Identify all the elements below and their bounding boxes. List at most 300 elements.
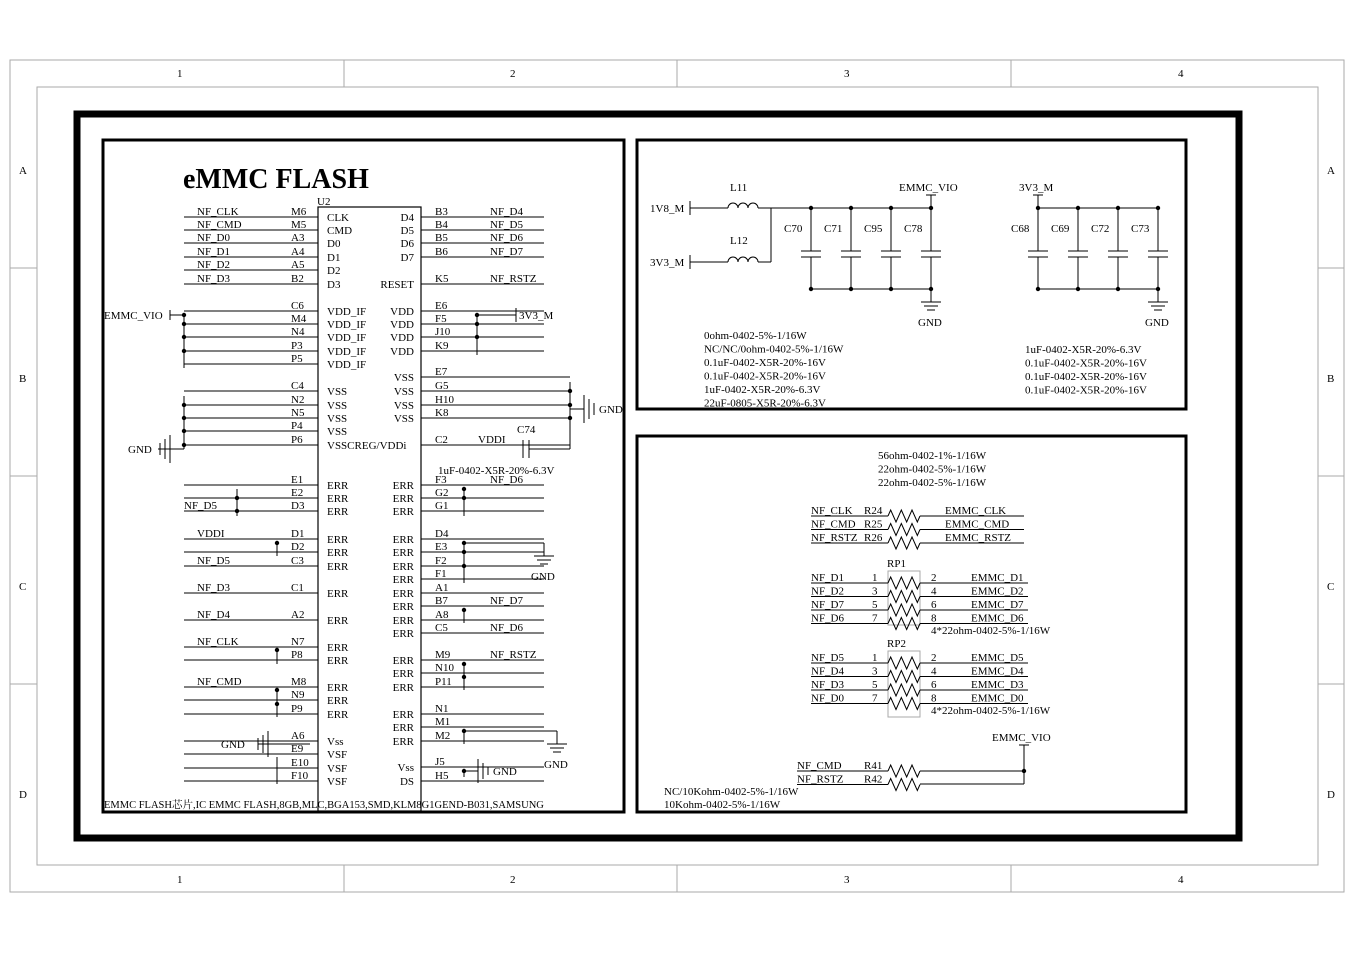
pin-ball: E1 [291,474,304,486]
component-value: 22uF-0805-X5R-20%-6.3V [704,397,826,410]
pin-name: CMD [327,225,353,237]
junction [182,443,186,447]
pin-net: NF_D6 [490,474,524,486]
pin-name: ERR [327,547,349,559]
pin-name: ERR [327,493,349,505]
pin-net: NF_D3 [197,273,231,285]
pin-ball: D4 [435,528,449,540]
pin-ball: N5 [291,407,305,419]
net-right: EMMC_RSTZ [945,532,1012,544]
junction [1036,287,1040,291]
net-left: NF_CMD [797,760,842,772]
l11-ref: L11 [730,182,748,194]
pin-ball: B6 [435,246,448,258]
pin-net: NF_D5 [197,555,231,567]
junction [1022,769,1026,773]
resistor-symbol [888,510,920,522]
resistor-ref: R42 [864,773,883,786]
pin-net: NF_CMD [197,676,242,688]
pin-name: ERR [392,493,414,505]
pin-name: ERR [327,534,349,546]
pin-ball: D3 [291,500,305,512]
net-right: EMMC_CMD [945,518,1010,531]
pin-number: 4 [931,665,937,678]
resistor-symbol [888,577,920,589]
pin-name: ERR [392,480,414,492]
capacitor-ref: C68 [1011,223,1030,235]
net-left: NF_D3 [811,679,845,691]
pin-number: 6 [931,679,937,691]
frame-col-label: 4 [1178,874,1184,886]
pin-name: ERR [327,655,349,667]
page-title: eMMC FLASH [183,164,369,195]
pin-ball: C2 [435,434,448,446]
pin-net: NF_RSTZ [490,649,537,661]
resistor-symbol [888,671,920,683]
pin-ball: N1 [435,703,449,715]
resistor-ref: R26 [864,532,883,544]
pin-ball: B4 [435,219,448,231]
net-right: EMMC_D6 [971,612,1024,625]
pin-ball: E6 [435,300,448,312]
component-value: 0.1uF-0402-X5R-20%-16V [1025,357,1147,370]
pin-ball: A8 [435,609,449,621]
pin-name: VSS [327,426,348,438]
rail-emmc-vio: EMMC_VIO [899,182,958,194]
pin-number: 1 [872,572,878,584]
capacitor-ref: C70 [784,223,803,235]
pin-name: ERR [392,668,414,680]
junction [849,287,853,291]
net-left: NF_CLK [811,505,853,517]
pin-ball: P11 [435,676,452,688]
pin-name: Vss [397,762,414,774]
pin-net: NF_D1 [197,246,231,258]
junction [889,206,893,210]
net-left: NF_D4 [811,665,845,678]
net-label-3v3: 3V3_M [519,310,554,322]
pin-ball: P8 [291,649,303,661]
net-1v8: 1V8_M [650,203,685,215]
junction [182,349,186,353]
frame-col-label: 2 [510,68,516,80]
net-right: EMMC_D5 [971,652,1024,664]
capacitor-ref: C72 [1091,223,1110,235]
gnd-left-label: GND [128,444,152,456]
pin-ball: M8 [291,676,307,688]
pin-ball: M4 [291,313,307,325]
component-value: NC/NC/0ohm-0402-5%-1/16W [704,343,844,356]
junction [1156,287,1160,291]
junction [275,541,279,545]
pin-name: ERR [392,628,414,640]
pin-ball: C4 [291,380,304,392]
pin-ball: A1 [435,582,449,594]
junction [462,608,466,612]
junction [462,662,466,666]
pin-name: VSSCREG/VDDi [327,440,407,452]
resistor-symbol [888,618,920,630]
component-value: 0.1uF-0402-X5R-20%-16V [1025,371,1147,383]
pin-name: ERR [327,615,349,627]
pin-ball: P3 [291,340,303,352]
resistor-symbol [888,657,920,669]
pin-name: VDD_IF [327,306,367,318]
pin-ball: B7 [435,595,448,607]
pin-number: 4 [931,585,937,598]
pin-net: NF_D4 [197,609,231,621]
pin-ball: N4 [291,326,305,338]
frame-col-label: 3 [844,68,850,80]
pin-ball: A3 [291,232,305,244]
pin-name: ERR [392,547,414,559]
junction [475,322,479,326]
pin-ball: F2 [435,555,447,567]
junction [275,688,279,692]
resistor-symbol [888,684,920,696]
net-left: NF_D1 [811,572,845,584]
junction [182,416,186,420]
pin-ball: E10 [291,757,309,769]
pin-name: VSS [393,400,414,412]
frame-row-label: A [1327,165,1335,177]
rp2-value: 4*22ohm-0402-5%-1/16W [931,705,1051,717]
pin-ball: D1 [291,528,305,540]
junction [1076,206,1080,210]
component-value: 0ohm-0402-5%-1/16W [704,330,807,342]
resistor-ref: R24 [864,505,883,517]
pin-name: VDD_IF [327,332,367,344]
pin-number: 8 [931,692,937,705]
pin-name: ERR [327,695,349,707]
net-left: NF_D5 [811,652,845,664]
pin-name: ERR [392,682,414,694]
pin-net: NF_RSTZ [490,273,537,285]
pin-name: ERR [327,588,349,600]
pin-number: 1 [872,652,878,664]
frame-col-label: 1 [177,874,183,886]
frame-col-label: 1 [177,68,183,80]
pin-name: VSS [393,413,414,425]
pin-number: 7 [872,692,878,705]
pin-number: 3 [872,665,878,678]
pin-net: NF_D6 [490,232,524,244]
junction [889,287,893,291]
pin-ball: G5 [435,380,449,392]
pin-ball: E7 [435,366,448,378]
pin-ball: G2 [435,487,449,499]
pin-name: VSF [327,776,348,788]
pin-ball: E2 [291,487,304,499]
rp1-ref: RP1 [887,558,906,570]
resistor-ref: R25 [864,518,883,531]
pin-ball: J10 [435,326,451,338]
net-left: NF_D0 [811,692,845,705]
pin-name: ERR [392,722,414,734]
resistor-panel [637,436,1186,812]
pin-net: NF_D5 [184,500,218,512]
pin-number: 2 [931,652,937,664]
pin-name: ERR [327,709,349,721]
pin-name: VSF [327,763,348,775]
pin-name: ERR [392,601,414,613]
frame-row-label: C [19,581,27,593]
ic-wiring [104,308,623,784]
junction [1036,206,1040,210]
pin-ball: A2 [291,609,305,621]
pin-ball: N2 [291,394,305,406]
rail-3v3: 3V3_M [1019,182,1054,194]
pin-name: VSS [393,386,414,398]
pin-name: ERR [327,561,349,573]
pin-name: ERR [327,506,349,518]
net-right: EMMC_D4 [971,665,1024,678]
net-3v3-in: 3V3_M [650,257,685,269]
pullup-value-2: 10Kohm-0402-5%-1/16W [664,799,781,811]
resistor-symbol [888,537,920,549]
pin-name: D1 [327,252,341,264]
pin-ball: F3 [435,474,447,486]
pin-name: RESET [380,279,414,291]
pin-net: NF_D0 [197,232,231,244]
pin-name: VDD_IF [327,359,367,371]
pin-ball: K9 [435,340,449,352]
resistor-circuit [664,450,1051,811]
frame-row-label: A [19,165,27,177]
pin-net: NF_CLK [197,636,239,648]
junction [568,403,572,407]
resistor-ref: R41 [864,760,883,772]
component-value: 1uF-0402-X5R-20%-6.3V [1025,344,1142,356]
resistor-symbol [888,604,920,616]
frame-row-label: C [1327,581,1335,593]
ic-ref: U2 [317,196,331,208]
junction [929,287,933,291]
pin-net: NF_D6 [490,622,524,634]
pin-number: 6 [931,599,937,611]
pin-net: VDDI [197,528,225,540]
junction [1116,206,1120,210]
pin-ball: M1 [435,716,451,728]
l12-ref: L12 [730,235,748,247]
component-value: 22ohm-0402-5%-1/16W [878,477,987,489]
rp1-value: 4*22ohm-0402-5%-1/16W [931,625,1051,637]
net-left: NF_D2 [811,585,845,598]
junction [462,541,466,545]
resistor-symbol [888,591,920,603]
junction [929,206,933,210]
pin-name: VDD [390,332,414,344]
junction [462,675,466,679]
pin-ball: B2 [291,273,304,285]
pin-net: NF_D4 [490,206,524,218]
pin-name: ERR [392,588,414,600]
pin-number: 5 [872,679,878,691]
pin-ball: C5 [435,622,448,634]
gnd-vss-label: GND [493,766,517,778]
pin-name: ERR [392,561,414,573]
component-value: 22ohm-0402-5%-1/16W [878,463,987,476]
resistor-symbol [888,698,920,710]
junction [568,389,572,393]
rp2-ref: RP2 [887,638,906,650]
resistor-symbol [888,765,920,777]
pin-ball: M6 [291,206,307,218]
pin-ball: E3 [435,541,448,553]
pin-name: D3 [327,279,341,291]
net-left: NF_CMD [811,518,856,531]
pin-name: ERR [327,682,349,694]
ic-left-pins [184,206,406,788]
net-left: NF_D7 [811,599,845,611]
pin-name: ERR [392,615,414,627]
net-right: EMMC_CLK [945,505,1007,517]
pin-name: VSF [327,749,348,761]
pullup-net: EMMC_VIO [992,732,1051,744]
resistor-symbol [888,524,920,536]
capacitor-ref: C78 [904,223,923,235]
junction [182,322,186,326]
pin-ball: M5 [291,219,307,231]
gnd-m-label: GND [544,759,568,771]
pin-name: VSS [327,386,348,398]
pin-number: 2 [931,572,937,584]
junction [462,729,466,733]
pin-ball: A6 [291,730,305,742]
net-right: EMMC_D2 [971,585,1024,598]
junction [849,206,853,210]
pin-ball: M2 [435,730,451,742]
pin-ball: E9 [291,743,304,755]
pin-name: CLK [327,212,349,224]
pin-ball: C3 [291,555,304,567]
pin-net: NF_CMD [197,219,242,231]
pin-name: VSS [327,413,348,425]
pin-ball: F1 [435,568,447,580]
pin-name: ERR [392,736,414,748]
junction [462,564,466,568]
c74-value: 1uF-0402-X5R-20%-6.3V [438,465,555,477]
pin-ball: C1 [291,582,304,594]
pin-name: VDD [390,306,414,318]
net-left: NF_D6 [811,612,845,625]
pin-ball: H10 [435,394,454,406]
pin-name: DS [399,776,414,788]
gnd-right-label: GND [599,404,623,416]
capacitor-ref: C71 [824,223,843,235]
c74-ref: C74 [517,424,536,436]
frame-row-label: D [19,789,27,801]
pin-name: VSS [393,372,414,384]
component-value: 0.1uF-0402-X5R-20%-16V [1025,384,1147,397]
pin-net: NF_D3 [197,582,231,594]
component-value: 0.1uF-0402-X5R-20%-16V [704,357,826,369]
gnd-err-label: GND [531,571,555,583]
pin-ball: B3 [435,206,448,218]
junction [235,496,239,500]
junction [235,509,239,513]
frame-col-label: 4 [1178,68,1184,80]
junction [1116,287,1120,291]
pin-net: VDDI [478,434,506,446]
pin-ball: N10 [435,662,454,674]
pin-name: ERR [327,642,349,654]
pin-name: VDD_IF [327,319,367,331]
net-right: EMMC_D7 [971,599,1024,611]
gnd-power-1: GND [918,317,942,329]
net-left: NF_RSTZ [797,773,844,786]
pin-ball: D2 [291,541,305,553]
pin-name: D2 [327,265,341,277]
component-value: 1uF-0402-X5R-20%-6.3V [704,384,821,396]
pin-number: 3 [872,585,878,598]
junction [182,313,186,317]
pin-ball: P5 [291,353,303,365]
pin-ball: A5 [291,259,305,271]
junction [809,287,813,291]
junction [809,206,813,210]
pin-net: NF_D7 [490,246,524,258]
pin-name: VDD_IF [327,346,367,358]
component-value: 56ohm-0402-1%-1/16W [878,450,987,462]
frame-col-label: 2 [510,874,516,886]
pin-name: VDD [390,319,414,331]
junction [1156,206,1160,210]
capacitor-ref: C73 [1131,223,1150,235]
pin-ball: K8 [435,407,449,419]
pin-ball: G1 [435,500,449,512]
frame-row-label: B [1327,373,1335,385]
pin-name: VSS [327,400,348,412]
capacitor-ref: C69 [1051,223,1070,235]
pin-ball: M9 [435,649,451,661]
pin-name: ERR [392,574,414,586]
pin-name: ERR [327,480,349,492]
junction [182,429,186,433]
part-description: EMMC FLASH芯片,IC EMMC FLASH,8GB,MLC,BGA153,SMD,KLM8G1GEND-B031,SAMSUNG [104,800,544,811]
pin-ball: N9 [291,689,305,701]
net-right: EMMC_D0 [971,692,1024,705]
junction [475,313,479,317]
capacitor-ref: C95 [864,223,883,235]
junction [182,335,186,339]
pin-ball: P6 [291,434,303,446]
pin-name: ERR [392,709,414,721]
pin-ball: F10 [291,770,309,782]
pin-name: D4 [400,212,414,224]
net-left: NF_RSTZ [811,532,858,544]
pin-ball: N7 [291,636,305,648]
net-right: EMMC_D1 [971,572,1024,584]
junction [275,702,279,706]
pin-ball: A4 [291,246,305,258]
pin-name: D6 [400,238,414,250]
resistor-symbol [888,779,920,791]
pin-ball: K5 [435,273,449,285]
pin-name: D7 [400,252,414,264]
pin-name: D0 [327,238,341,250]
pin-ball: C6 [291,300,304,312]
junction [275,648,279,652]
power-filter-circuit [650,182,1169,410]
pin-net: NF_D2 [197,259,231,271]
gnd-a6-label: GND [221,739,245,751]
junction [462,769,466,773]
junction [182,403,186,407]
gnd-power-2: GND [1145,317,1169,329]
frame-col-label: 3 [844,874,850,886]
pin-number: 7 [872,612,878,625]
